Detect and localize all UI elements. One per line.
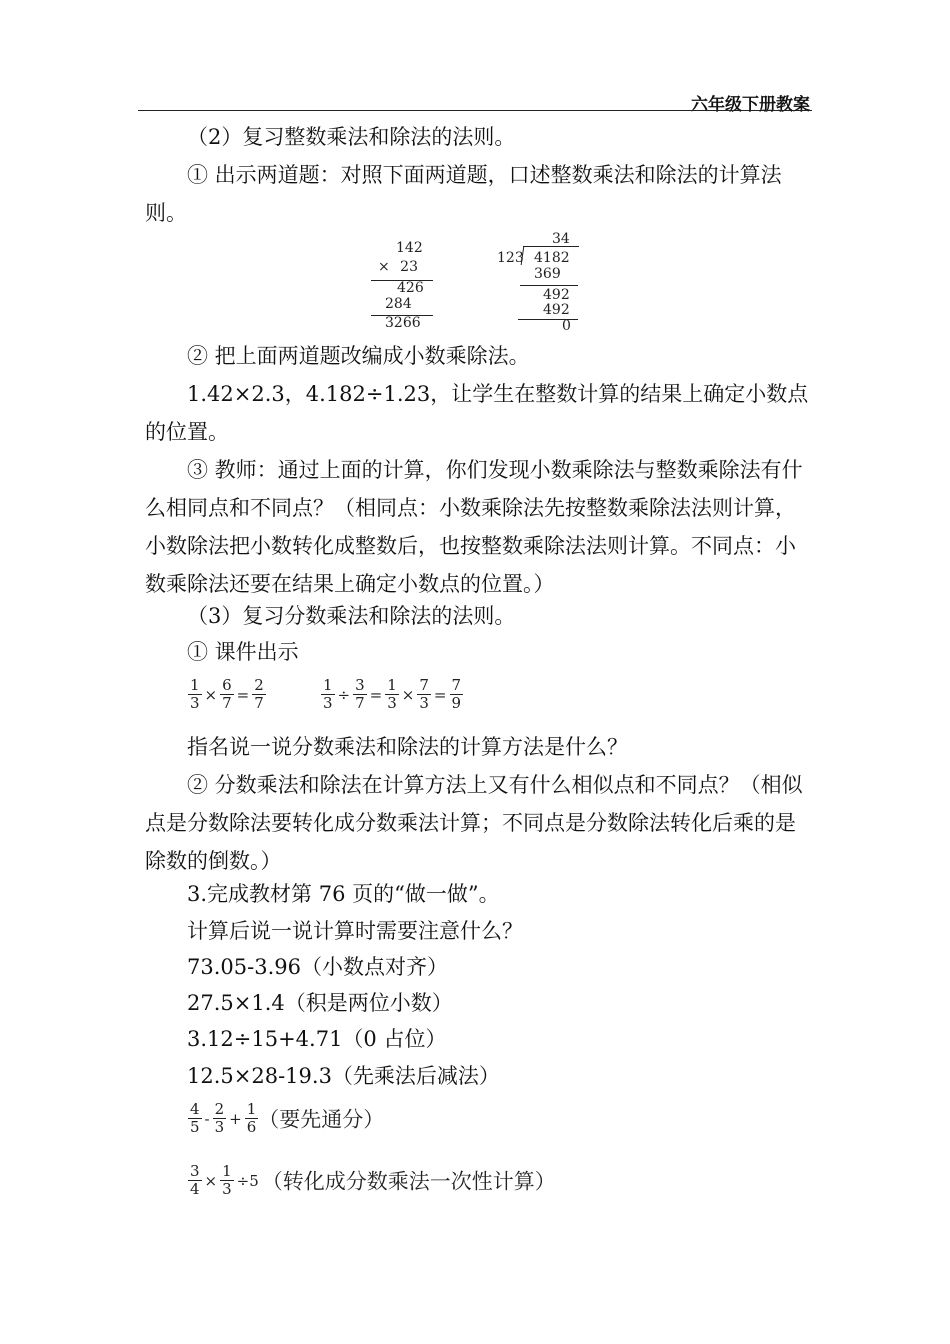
division-step-2: 492 bbox=[543, 287, 570, 303]
exercise-5: $\frac{4}{5}$ - $\frac{2}{3}$ + $\frac{1}{6}$ （要先通分） bbox=[190, 1100, 385, 1136]
paragraph-attention: 计算后说一说计算时需要注意什么？ bbox=[187, 919, 523, 943]
product: 3266 bbox=[385, 315, 421, 331]
fraction: $\frac{2}{3}$ bbox=[214, 1100, 225, 1136]
divisor: 123 bbox=[497, 250, 524, 266]
paragraph-ask-method: 指名说一说分数乘法和除法的计算方法是什么？ bbox=[187, 735, 628, 759]
partial-product-1: 426 bbox=[397, 280, 424, 296]
division-step-3: 492 bbox=[543, 302, 570, 318]
fraction: $\frac{1}{6}$ bbox=[246, 1100, 257, 1136]
paragraph-courseware: ① 课件出示 bbox=[187, 640, 299, 664]
paragraph-review-fraction: （3）复习分数乘法和除法的法则。 bbox=[187, 604, 516, 628]
paragraph-similarities: ② 分数乘法和除法在计算方法上又有什么相似点和不同点？（相似点是分数除法要转化成分数乘法计算；不同点是分数除法转化后乘的是除数的倒数。） bbox=[145, 773, 803, 873]
paragraph-rewrite-decimal: ② 把上面两道题改编成小数乘除法。 bbox=[187, 344, 530, 368]
paragraph-textbook: 3.完成教材第 76 页的“做一做”。 bbox=[187, 882, 500, 906]
exercise-note: （要先通分） bbox=[258, 1107, 385, 1132]
exercise-6: $\frac{3}{4}$ × $\frac{1}{3}$ ÷5 （转化成分数乘法一次性计算） bbox=[190, 1162, 556, 1198]
fraction: $\frac{7}{3}$ bbox=[419, 676, 429, 712]
paragraph-show-two-problems: ① 出示两道题：对照下面两道题，口述整数乘法和除法的计算法则。 bbox=[145, 163, 782, 225]
fraction: $\frac{2}{7}$ bbox=[254, 676, 264, 712]
exercise-note: （转化成分数乘法一次性计算） bbox=[261, 1169, 556, 1194]
remainder: 0 bbox=[562, 318, 571, 334]
fraction: $\frac{3}{7}$ bbox=[355, 676, 365, 712]
fraction: $\frac{3}{4}$ bbox=[190, 1162, 200, 1198]
quotient: 34 bbox=[552, 231, 570, 247]
fraction-equation-1: $\frac{1}{3}$ × $\frac{6}{7}$ = $\frac{2}{7}$ bbox=[190, 676, 264, 712]
paragraph-teacher-question: ③ 教师：通过上面的计算，你们发现小数乘除法与整数乘除法有什么相同点和不同点？（相同点：小数乘除法先按整数乘除法法则计算，小数除法把小数转化成整数后，也按整数乘除法法则计算。不同点：小数乘除法还要在结果上确定小数点的位置。） bbox=[145, 458, 803, 596]
paragraph-review-integer: （2）复习整数乘法和除法的法则。 bbox=[187, 125, 516, 149]
exercise-1: 73.05-3.96（小数点对齐） bbox=[187, 955, 448, 979]
dividend: 4182 bbox=[534, 250, 570, 266]
fraction: $\frac{1}{3}$ bbox=[222, 1162, 232, 1198]
division-step-1: 369 bbox=[534, 266, 561, 282]
partial-product-2: 284 bbox=[385, 296, 412, 312]
fraction: $\frac{1}{3}$ bbox=[387, 676, 397, 712]
fraction: $\frac{6}{7}$ bbox=[222, 676, 232, 712]
multiplicand: 142 bbox=[396, 240, 423, 256]
fraction: $\frac{7}{9}$ bbox=[451, 676, 462, 712]
paragraph-decimal-expressions: 1.42×2.3，4.182÷1.23，让学生在整数计算的结果上确定小数点的位置。 bbox=[145, 382, 809, 444]
fraction-equation-2: $\frac{1}{3}$ ÷ $\frac{3}{7}$ = $\frac{1}{3}$ × $\frac{7}{3}$ = $\frac{7}{9}$ bbox=[323, 676, 462, 712]
header-divider bbox=[138, 110, 812, 111]
header-title: 六年级下册教案 bbox=[691, 95, 810, 115]
fraction: $\frac{1}{3}$ bbox=[323, 676, 333, 712]
exercise-4: 12.5×28-19.3（先乘法后减法） bbox=[187, 1064, 500, 1088]
exercise-3: 3.12÷15+4.71（0 占位） bbox=[187, 1027, 447, 1051]
division-bar bbox=[523, 246, 579, 247]
multiplier: × 23 bbox=[378, 259, 418, 275]
fraction: $\frac{1}{3}$ bbox=[190, 676, 200, 712]
fraction: $\frac{4}{5}$ bbox=[190, 1100, 200, 1136]
exercise-2: 27.5×1.4（积是两位小数） bbox=[187, 991, 453, 1015]
